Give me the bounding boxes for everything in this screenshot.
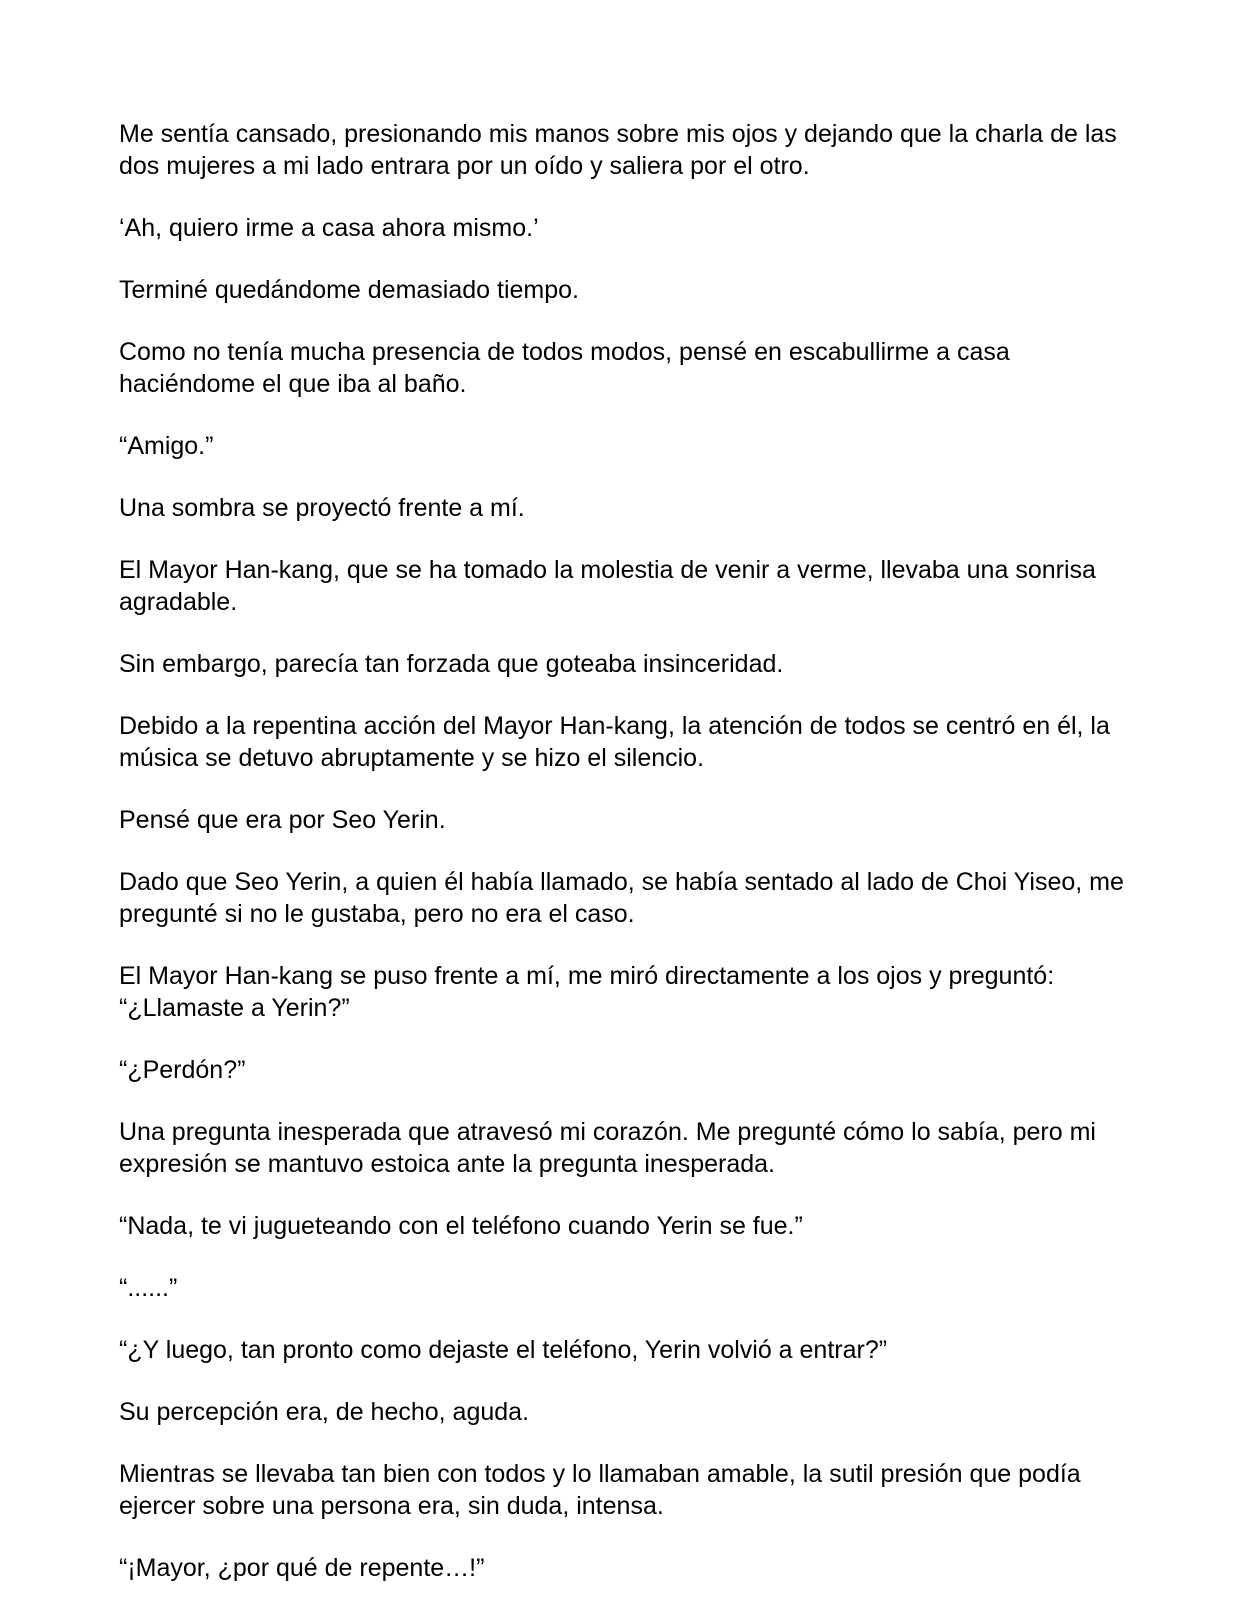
paragraph: Su percepción era, de hecho, aguda. bbox=[119, 1398, 530, 1426]
paragraph: Terminé quedándome demasiado tiempo. bbox=[119, 276, 579, 304]
paragraph: Una sombra se proyectó frente a mí. bbox=[119, 494, 525, 522]
paragraph: “Amigo.” bbox=[119, 432, 214, 460]
paragraph: ‘Ah, quiero irme a casa ahora mismo.’ bbox=[119, 214, 539, 242]
paragraph: Pensé que era por Seo Yerin. bbox=[119, 806, 446, 834]
paragraph: “¡Mayor, ¿por qué de repente…!” bbox=[119, 1554, 485, 1582]
paragraph: “Nada, te vi jugueteando con el teléfono cuando Yerin se fue.” bbox=[119, 1212, 803, 1240]
paragraph: Como no tenía mucha presencia de todos modos, pensé en escabullirme a casa haciéndome el que iba al baño. bbox=[119, 338, 1010, 398]
paragraph: Sin embargo, parecía tan forzada que goteaba insinceridad. bbox=[119, 650, 784, 678]
paragraph: Dado que Seo Yerin, a quien él había llamado, se había sentado al lado de Choi Yiseo, me pregunté si no le gustaba, pero no era el caso. bbox=[119, 868, 1124, 928]
document-body bbox=[119, 118, 1129, 1614]
paragraph: El Mayor Han-kang se puso frente a mí, me miró directamente a los ojos y preguntó: “¿Llamaste a Yerin?” bbox=[119, 962, 1055, 1022]
paragraph: “¿Perdón?” bbox=[119, 1056, 246, 1084]
paragraph: Una pregunta inesperada que atravesó mi corazón. Me pregunté cómo lo sabía, pero mi expresión se mantuvo estoica ante la pregunta inesperada. bbox=[119, 1118, 1096, 1178]
paragraph: “......” bbox=[119, 1274, 178, 1302]
paragraph: Debido a la repentina acción del Mayor Han-kang, la atención de todos se centró en él, la música se detuvo abruptamente y se hizo el silencio. bbox=[119, 712, 1110, 772]
paragraph: “¿Y luego, tan pronto como dejaste el teléfono, Yerin volvió a entrar?” bbox=[119, 1336, 888, 1364]
paragraph: Mientras se llevaba tan bien con todos y lo llamaban amable, la sutil presión que podía ejercer sobre una persona era, sin duda, intensa. bbox=[119, 1460, 1081, 1520]
paragraph: Me sentía cansado, presionando mis manos sobre mis ojos y dejando que la charla de las dos mujeres a mi lado entrara por un oído y saliera por el otro. bbox=[119, 120, 1117, 180]
paragraph: El Mayor Han-kang, que se ha tomado la molestia de venir a verme, llevaba una sonrisa agradable. bbox=[119, 556, 1096, 616]
